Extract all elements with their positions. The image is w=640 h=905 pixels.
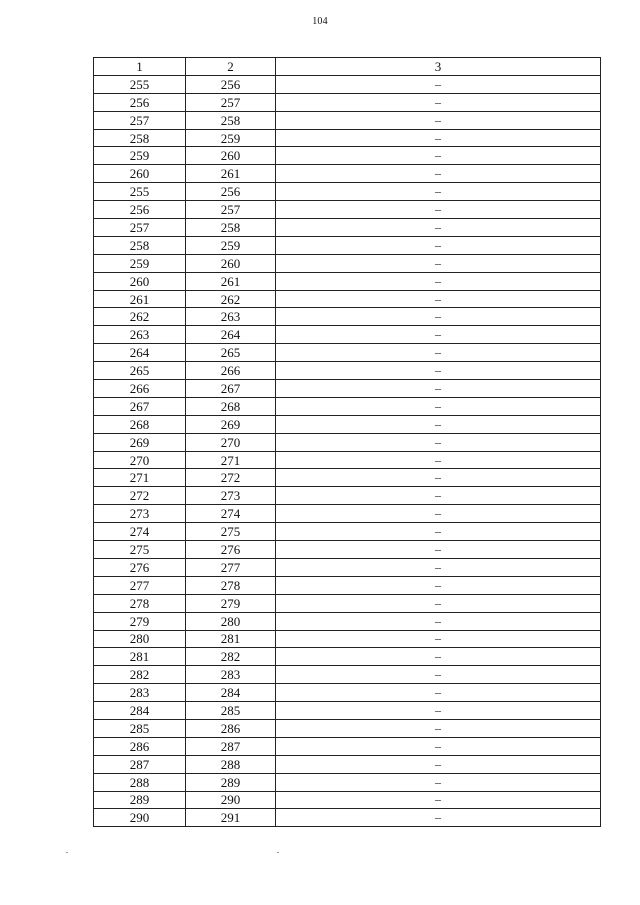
table-row	[94, 451, 601, 469]
page-number: 104	[312, 16, 328, 27]
table-cell-col-2: 287	[186, 737, 276, 755]
table-row	[94, 523, 601, 541]
table-cell-col-2: 284	[186, 684, 276, 702]
table-cell-col-3: –	[276, 469, 601, 487]
table-row	[94, 75, 601, 93]
table-row	[94, 594, 601, 612]
table-cell-col-1: 256	[94, 93, 186, 111]
table-cell-col-2: 291	[186, 809, 276, 827]
table-header-row	[94, 58, 601, 76]
table-cell-col-1: 260	[94, 165, 186, 183]
column-header-1: 1	[94, 58, 186, 76]
table-cell-col-2: 259	[186, 236, 276, 254]
table-cell-col-1: 262	[94, 308, 186, 326]
scan-speck	[277, 852, 279, 853]
table-cell-col-2: 261	[186, 165, 276, 183]
table-cell-col-1: 266	[94, 380, 186, 398]
table-cell-col-2: 263	[186, 308, 276, 326]
table-cell-col-1: 258	[94, 236, 186, 254]
table-cell-col-1: 264	[94, 344, 186, 362]
table-cell-col-3: –	[276, 558, 601, 576]
table-cell-col-1: 271	[94, 469, 186, 487]
table-cell-col-3: –	[276, 93, 601, 111]
table-row	[94, 469, 601, 487]
table-cell-col-3: –	[276, 415, 601, 433]
table-cell-col-3: –	[276, 362, 601, 380]
table-cell-col-3: –	[276, 630, 601, 648]
table-cell-col-2: 281	[186, 630, 276, 648]
table-row	[94, 773, 601, 791]
table-cell-col-2: 256	[186, 75, 276, 93]
table-row	[94, 129, 601, 147]
table-cell-col-2: 269	[186, 415, 276, 433]
table-cell-col-3: –	[276, 737, 601, 755]
table-cell-col-1: 273	[94, 505, 186, 523]
table-row	[94, 630, 601, 648]
table-row	[94, 755, 601, 773]
table-row	[94, 308, 601, 326]
table-cell-col-1: 268	[94, 415, 186, 433]
table-row	[94, 684, 601, 702]
table-cell-col-1: 257	[94, 111, 186, 129]
column-header-3: 3	[276, 58, 601, 76]
table-cell-col-1: 269	[94, 433, 186, 451]
table-cell-col-3: –	[276, 809, 601, 827]
table-cell-col-3: –	[276, 755, 601, 773]
table-cell-col-2: 258	[186, 111, 276, 129]
table-cell-col-1: 259	[94, 254, 186, 272]
table-cell-col-3: –	[276, 666, 601, 684]
table-cell-col-3: –	[276, 612, 601, 630]
table-row	[94, 576, 601, 594]
table-cell-col-1: 279	[94, 612, 186, 630]
table-cell-col-1: 282	[94, 666, 186, 684]
table-cell-col-1: 277	[94, 576, 186, 594]
table-cell-col-3: –	[276, 773, 601, 791]
table-cell-col-3: –	[276, 272, 601, 290]
table-cell-col-1: 278	[94, 594, 186, 612]
table-cell-col-1: 274	[94, 523, 186, 541]
table-cell-col-1: 272	[94, 487, 186, 505]
table-cell-col-2: 264	[186, 326, 276, 344]
table-cell-col-2: 258	[186, 219, 276, 237]
table-cell-col-2: 268	[186, 397, 276, 415]
table-row	[94, 326, 601, 344]
table-row	[94, 612, 601, 630]
table-cell-col-2: 260	[186, 147, 276, 165]
table-cell-col-1: 275	[94, 541, 186, 559]
table-cell-col-1: 290	[94, 809, 186, 827]
table-cell-col-2: 259	[186, 129, 276, 147]
table-cell-col-2: 276	[186, 541, 276, 559]
table-cell-col-3: –	[276, 129, 601, 147]
table-cell-col-1: 276	[94, 558, 186, 576]
table-cell-col-2: 279	[186, 594, 276, 612]
table-row	[94, 147, 601, 165]
table-cell-col-2: 260	[186, 254, 276, 272]
table-cell-col-2: 271	[186, 451, 276, 469]
table-cell-col-3: –	[276, 111, 601, 129]
table-row	[94, 201, 601, 219]
table-cell-col-1: 288	[94, 773, 186, 791]
table-cell-col-1: 280	[94, 630, 186, 648]
table-cell-col-2: 270	[186, 433, 276, 451]
table-cell-col-3: –	[276, 648, 601, 666]
table-cell-col-1: 261	[94, 290, 186, 308]
table-cell-col-3: –	[276, 451, 601, 469]
table-cell-col-2: 288	[186, 755, 276, 773]
table-cell-col-2: 257	[186, 201, 276, 219]
table-row	[94, 666, 601, 684]
table-cell-col-1: 263	[94, 326, 186, 344]
table-cell-col-1: 267	[94, 397, 186, 415]
table-cell-col-3: –	[276, 254, 601, 272]
table-cell-col-1: 257	[94, 219, 186, 237]
table-row	[94, 219, 601, 237]
table-row	[94, 487, 601, 505]
table-cell-col-1: 284	[94, 702, 186, 720]
table-row	[94, 558, 601, 576]
table-cell-col-1: 258	[94, 129, 186, 147]
table-cell-col-2: 283	[186, 666, 276, 684]
table-cell-col-1: 289	[94, 791, 186, 809]
table-cell-col-2: 290	[186, 791, 276, 809]
table-cell-col-2: 275	[186, 523, 276, 541]
table-row	[94, 415, 601, 433]
data-table	[93, 57, 601, 827]
table-cell-col-2: 262	[186, 290, 276, 308]
table-row	[94, 648, 601, 666]
table-cell-col-2: 272	[186, 469, 276, 487]
table-cell-col-2: 282	[186, 648, 276, 666]
table-cell-col-1: 259	[94, 147, 186, 165]
table-cell-col-3: –	[276, 684, 601, 702]
table-cell-col-1: 286	[94, 737, 186, 755]
table-row	[94, 809, 601, 827]
table-cell-col-2: 280	[186, 612, 276, 630]
table-cell-col-1: 260	[94, 272, 186, 290]
table-cell-col-2: 273	[186, 487, 276, 505]
table-cell-col-2: 274	[186, 505, 276, 523]
table-row	[94, 165, 601, 183]
table-cell-col-1: 256	[94, 201, 186, 219]
table-cell-col-3: –	[276, 487, 601, 505]
table-cell-col-3: –	[276, 702, 601, 720]
table-cell-col-3: –	[276, 576, 601, 594]
table-row	[94, 505, 601, 523]
table-cell-col-2: 267	[186, 380, 276, 398]
table-row	[94, 111, 601, 129]
table-row	[94, 541, 601, 559]
table-cell-col-2: 265	[186, 344, 276, 362]
table-row	[94, 719, 601, 737]
column-header-2: 2	[186, 58, 276, 76]
table-row	[94, 344, 601, 362]
table-cell-col-3: –	[276, 147, 601, 165]
table-cell-col-3: –	[276, 219, 601, 237]
table-cell-col-3: –	[276, 505, 601, 523]
table-cell-col-3: –	[276, 397, 601, 415]
table-row	[94, 791, 601, 809]
table-row	[94, 433, 601, 451]
table-cell-col-3: –	[276, 719, 601, 737]
table-cell-col-2: 266	[186, 362, 276, 380]
table-body	[94, 75, 601, 826]
table-cell-col-3: –	[276, 308, 601, 326]
table-cell-col-3: –	[276, 236, 601, 254]
table-cell-col-3: –	[276, 165, 601, 183]
table-cell-col-3: –	[276, 201, 601, 219]
table-row	[94, 290, 601, 308]
table-cell-col-2: 285	[186, 702, 276, 720]
table-cell-col-3: –	[276, 594, 601, 612]
table-cell-col-3: –	[276, 344, 601, 362]
table-cell-col-1: 285	[94, 719, 186, 737]
table-row	[94, 702, 601, 720]
table-row	[94, 397, 601, 415]
table-cell-col-3: –	[276, 433, 601, 451]
table-cell-col-3: –	[276, 523, 601, 541]
table-cell-col-1: 287	[94, 755, 186, 773]
table-cell-col-2: 256	[186, 183, 276, 201]
table-cell-col-3: –	[276, 75, 601, 93]
table-cell-col-2: 257	[186, 93, 276, 111]
table-cell-col-1: 270	[94, 451, 186, 469]
table-cell-col-3: –	[276, 380, 601, 398]
table-cell-col-1: 255	[94, 75, 186, 93]
table-row	[94, 737, 601, 755]
table-row	[94, 183, 601, 201]
table-cell-col-3: –	[276, 791, 601, 809]
table-cell-col-1: 281	[94, 648, 186, 666]
table-row	[94, 272, 601, 290]
table-cell-col-3: –	[276, 541, 601, 559]
scan-speck	[66, 852, 68, 853]
table-cell-col-2: 289	[186, 773, 276, 791]
table-row	[94, 380, 601, 398]
table-row	[94, 362, 601, 380]
table-row	[94, 93, 601, 111]
table-cell-col-1: 265	[94, 362, 186, 380]
table-row	[94, 254, 601, 272]
table-cell-col-2: 278	[186, 576, 276, 594]
table-cell-col-2: 286	[186, 719, 276, 737]
table-cell-col-3: –	[276, 326, 601, 344]
table-cell-col-3: –	[276, 290, 601, 308]
table-cell-col-3: –	[276, 183, 601, 201]
table-cell-col-1: 255	[94, 183, 186, 201]
table-cell-col-2: 277	[186, 558, 276, 576]
table-cell-col-2: 261	[186, 272, 276, 290]
table-row	[94, 236, 601, 254]
table-cell-col-1: 283	[94, 684, 186, 702]
